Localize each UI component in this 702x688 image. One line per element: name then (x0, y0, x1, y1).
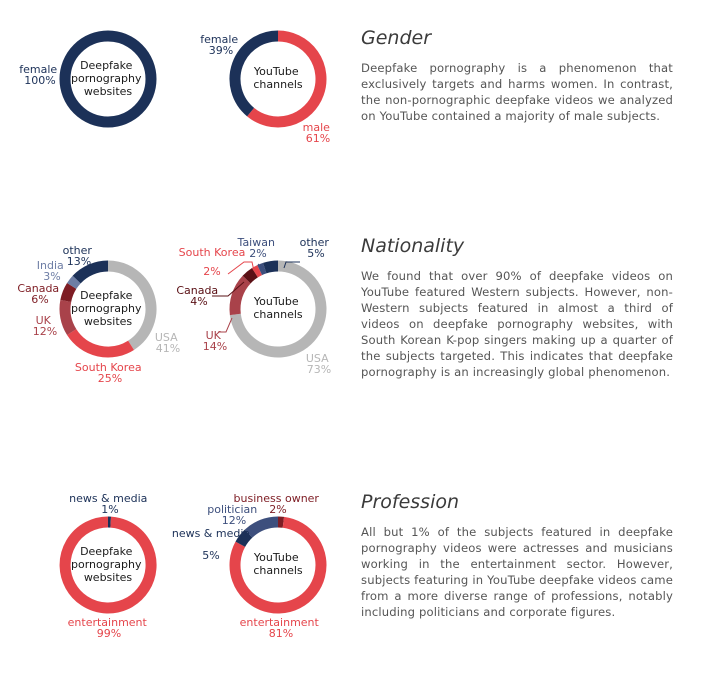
donut-center-label: Deepfake pornography websites (71, 289, 142, 328)
section-profession (361, 490, 673, 620)
donut-nationality-youtube (176, 236, 332, 376)
slice-label-entertainment: entertainment 81% (239, 616, 319, 640)
section-title: Nationality (361, 235, 465, 257)
slice-label-uk: UK 14% (202, 329, 228, 353)
slice-label-female: female 39% (200, 33, 239, 57)
donut-profession-porn-websites (65, 492, 151, 640)
slice-label-entertainment: entertainment 99% (67, 616, 147, 640)
donut-center-label: YouTube channels (253, 65, 303, 91)
slice-label-south-korea: South Korea 25% (74, 361, 142, 385)
donut-center-label: YouTube channels (253, 551, 303, 577)
slice-label-female: female 100% (19, 63, 58, 87)
slice-label-news-media: news & media 1% (69, 492, 148, 516)
slice-label-politician: politician 12% (207, 503, 258, 527)
section-text: Deepfake pornography is a phenomenon that exclusively targets and harms women. In contrast, the non-pornographic deepfake videos we analyzed on YouTube contained a majority of male subjects. (361, 61, 673, 123)
section-title: Gender (361, 27, 432, 49)
slice-label-south-korea-value: 2% (203, 265, 221, 278)
slice-label-canada: Canada 6% (17, 282, 60, 306)
section-gender (361, 26, 673, 124)
slice-label-south-korea: South Korea (178, 246, 246, 259)
section-nationality (361, 234, 673, 380)
donut-gender-porn-websites (19, 36, 151, 122)
slice-label-other: other 5% (299, 236, 329, 260)
slice-politician (249, 522, 278, 534)
donut-center-label: YouTube channels (253, 295, 303, 321)
donut-profession-youtube (172, 492, 323, 640)
slice-canada (247, 273, 255, 280)
donut-nationality-porn-websites (17, 244, 181, 385)
slice-label-uk: UK 12% (32, 314, 58, 338)
section-title: Profession (361, 491, 460, 513)
section-text: All but 1% of the subjects featured in deepfake pornography videos were actresses and musicians working in the entertainment sector. However, subjects featuring in YouTube deepfake videos came from a more diverse range of professions, notably including politicians and corporate figures. (361, 525, 673, 619)
slice-south-korea (72, 332, 131, 352)
slice-label-usa: USA 41% (154, 331, 181, 355)
slice-label-taiwan: Taiwan 2% (237, 236, 275, 260)
section-text: We found that over 90% of deepfake videos on YouTube featured Western subjects. However, non-Western subjects featured in almost a third of videos on deepfake pornography websites, with South Korean K-pop singers making up a quarter of the subjects targeted. This indicates that deepfake pornography is an increasingly global phenomenon. (361, 269, 673, 379)
slice-india (72, 280, 77, 286)
slice-south-korea (255, 270, 260, 273)
slice-label-other: other 13% (62, 244, 92, 268)
donut-gender-youtube (200, 33, 333, 145)
slice-label-usa: USA 73% (305, 352, 332, 376)
donut-center-label: Deepfake pornography websites (71, 545, 142, 584)
slice-label-news-media-value: 5% (202, 549, 220, 562)
slice-label-canada: Canada 4% (176, 284, 219, 308)
slice-label-male: male 61% (302, 121, 331, 145)
slice-other (265, 266, 278, 268)
slice-label-business-owner: business owner 2% (233, 492, 319, 516)
slice-label-india: India 3% (36, 259, 64, 283)
donut-center-label: Deepfake pornography websites (71, 59, 142, 98)
slice-canada (66, 286, 72, 301)
slice-other (77, 266, 108, 280)
slice-label-news-media: news & media (171, 527, 251, 540)
